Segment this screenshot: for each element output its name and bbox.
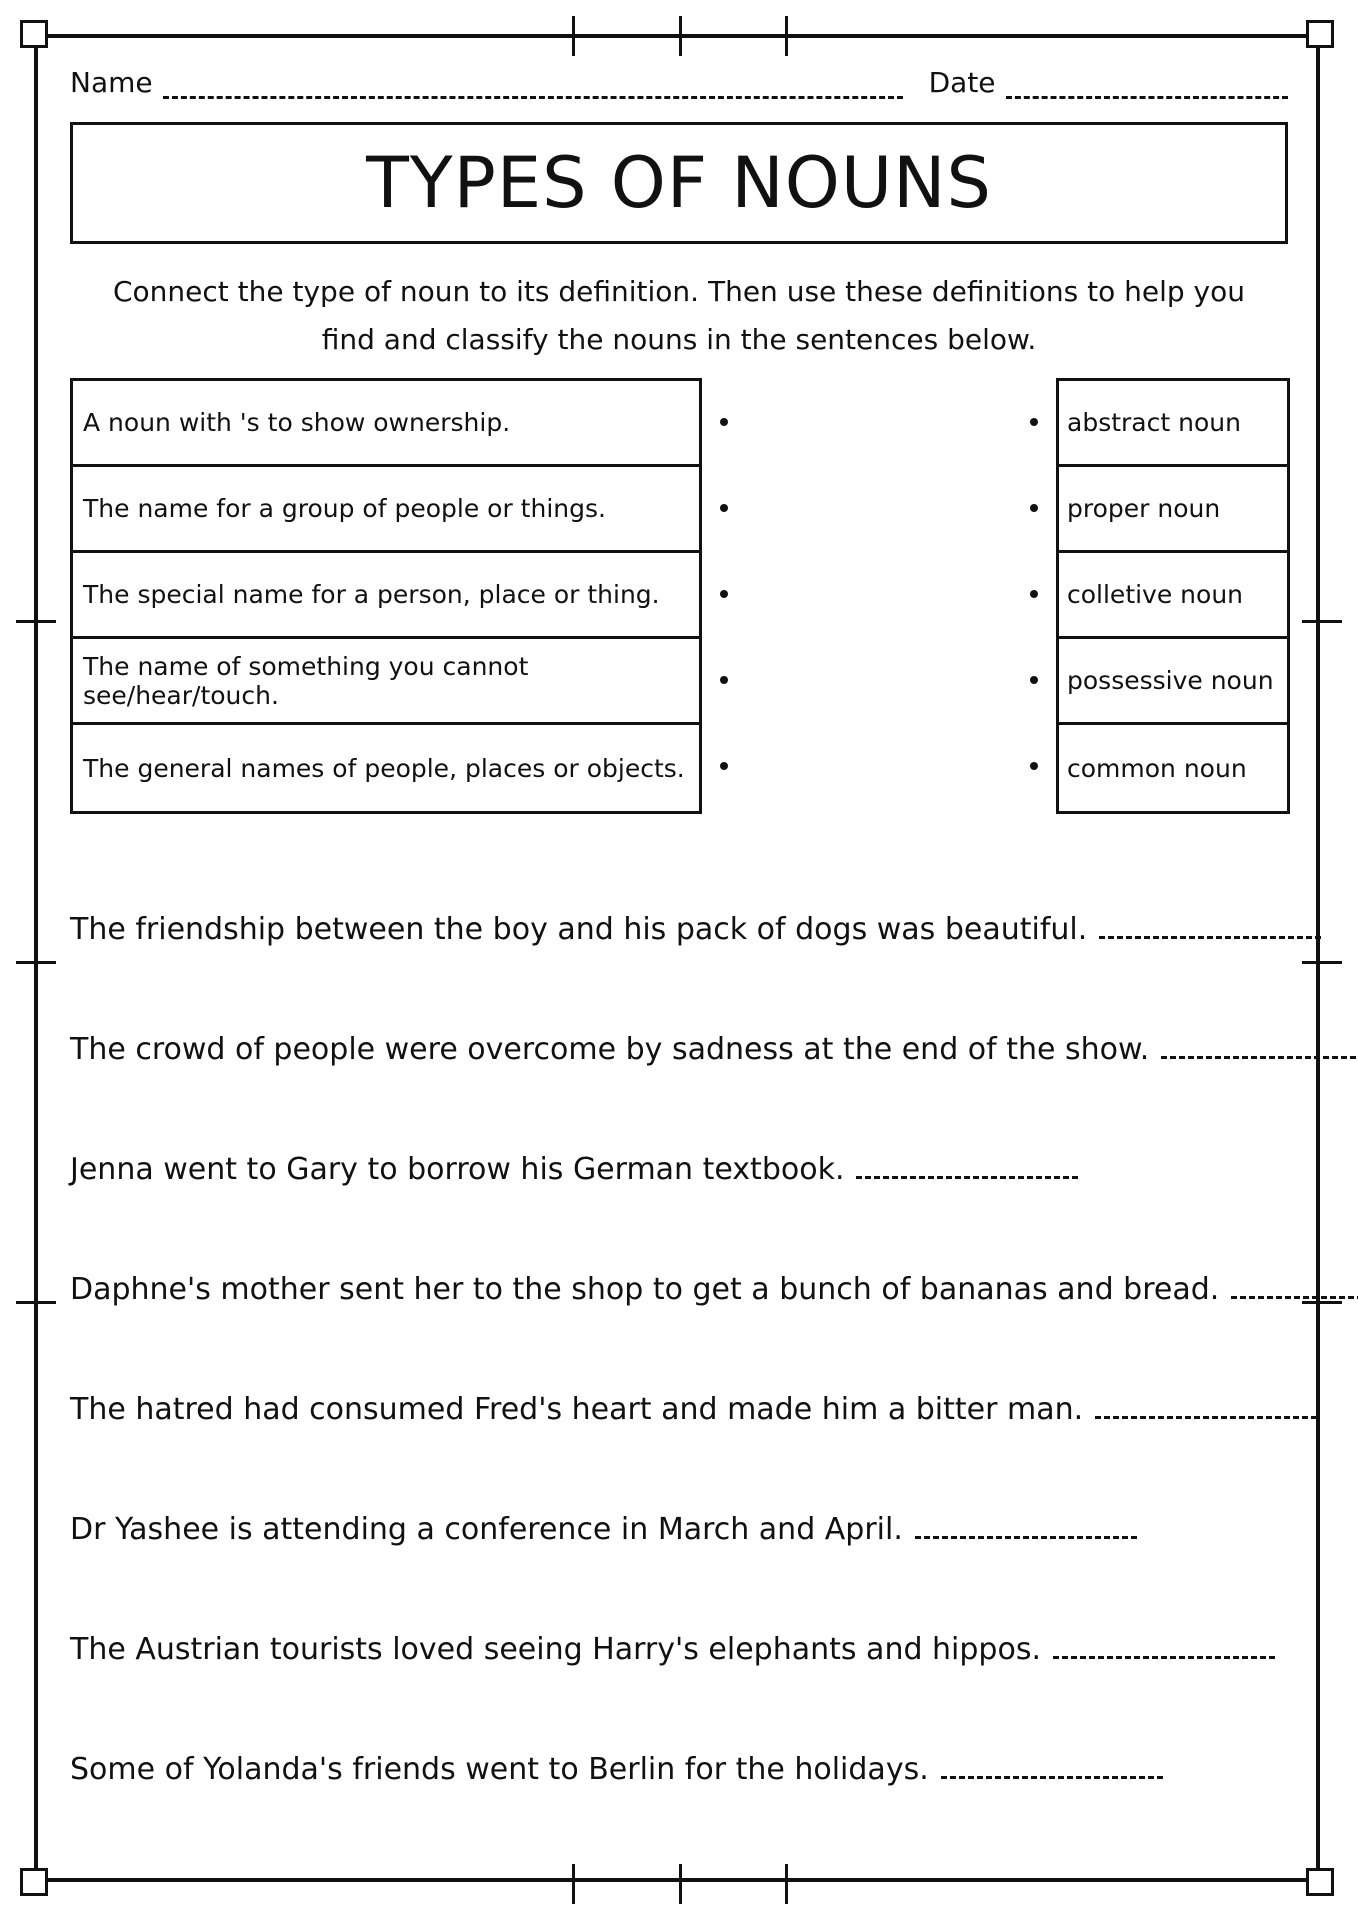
page-title: TYPES OF NOUNS xyxy=(70,122,1288,244)
sentence-text: The friendship between the boy and his pack of dogs was beautiful. xyxy=(70,912,1088,947)
border-tick xyxy=(16,620,56,623)
corner-square-bottom-left xyxy=(20,1868,48,1896)
name-field[interactable] xyxy=(163,74,903,99)
date-field[interactable] xyxy=(1006,74,1288,99)
border-tick xyxy=(16,961,56,964)
answer-blank[interactable] xyxy=(1161,1050,1358,1059)
answer-blank[interactable] xyxy=(1099,930,1321,939)
connect-dot-left[interactable] xyxy=(720,762,728,770)
answer-blank[interactable] xyxy=(1095,1410,1317,1419)
sentence-text: The crowd of people were overcome by sadness at the end of the show. xyxy=(70,1032,1150,1067)
definition-cell: The name for a group of people or things. xyxy=(73,467,699,553)
sentence-text: The Austrian tourists loved seeing Harry's elephants and hippos. xyxy=(70,1632,1041,1667)
border-tick xyxy=(572,1864,575,1904)
connect-dot-right[interactable] xyxy=(1030,504,1038,512)
answer-blank[interactable] xyxy=(1053,1650,1275,1659)
sentence-item xyxy=(70,1632,1275,1667)
definition-cell: The general names of people, places or objects. xyxy=(83,753,685,783)
connect-dot-left[interactable] xyxy=(720,504,728,512)
definition-cell: A noun with 's to show ownership. xyxy=(73,381,699,467)
name-date-row xyxy=(70,66,1288,99)
answer-blank[interactable] xyxy=(856,1170,1078,1179)
definitions-table xyxy=(70,378,702,814)
connect-dot-right[interactable] xyxy=(1030,590,1038,598)
sentence-item xyxy=(70,1512,1137,1547)
sentence-text: The hatred had consumed Fred's heart and made him a bitter man. xyxy=(70,1392,1084,1427)
name-label: Name xyxy=(70,66,153,99)
sentence-item xyxy=(70,1272,1358,1307)
date-label: Date xyxy=(928,66,996,99)
sentence-text: Daphne's mother sent her to the shop to get a bunch of bananas and bread. xyxy=(70,1272,1220,1307)
answer-blank[interactable] xyxy=(941,1770,1163,1779)
answer-blank[interactable] xyxy=(1231,1290,1358,1299)
noun-type-cell: possessive noun xyxy=(1059,639,1287,725)
noun-type-cell: common noun xyxy=(1067,753,1247,783)
connect-dot-left[interactable] xyxy=(720,676,728,684)
sentence-item xyxy=(70,912,1321,947)
sentence-text: Jenna went to Gary to borrow his German textbook. xyxy=(70,1152,845,1187)
corner-square-bottom-right xyxy=(1306,1868,1334,1896)
border-tick xyxy=(16,1301,56,1304)
connect-dot-right[interactable] xyxy=(1030,676,1038,684)
border-tick xyxy=(679,1864,682,1904)
border-tick xyxy=(1302,620,1342,623)
instructions-text: Connect the type of noun to its definition. Then use these definitions to help you find and classify the nouns in the sentences below. xyxy=(112,275,1245,356)
sentence-item xyxy=(70,1752,1163,1787)
corner-square-top-right xyxy=(1306,20,1334,48)
sentence-text: Some of Yolanda's friends went to Berlin for the holidays. xyxy=(70,1752,929,1787)
border-tick xyxy=(1302,961,1342,964)
answer-blank[interactable] xyxy=(915,1530,1137,1539)
sentence-item xyxy=(70,1152,1078,1187)
noun-type-cell: proper noun xyxy=(1059,467,1287,553)
noun-type-cell: abstract noun xyxy=(1059,381,1287,467)
border-tick xyxy=(785,16,788,56)
sentence-text: Dr Yashee is attending a conference in March and April. xyxy=(70,1512,903,1547)
sentence-item xyxy=(70,1392,1317,1427)
corner-square-top-left xyxy=(20,20,48,48)
definition-cell: The name of something you cannot see/hear/touch. xyxy=(73,639,699,725)
connect-dot-right[interactable] xyxy=(1030,762,1038,770)
connect-dot-left[interactable] xyxy=(720,590,728,598)
connect-dot-left[interactable] xyxy=(720,418,728,426)
sentence-item xyxy=(70,1032,1358,1067)
definition-cell: The special name for a person, place or thing. xyxy=(73,553,699,639)
border-tick xyxy=(679,16,682,56)
connect-dot-right[interactable] xyxy=(1030,418,1038,426)
border-tick xyxy=(785,1864,788,1904)
noun-type-cell: colletive noun xyxy=(1059,553,1287,639)
border-tick xyxy=(572,16,575,56)
noun-types-table xyxy=(1056,378,1290,814)
